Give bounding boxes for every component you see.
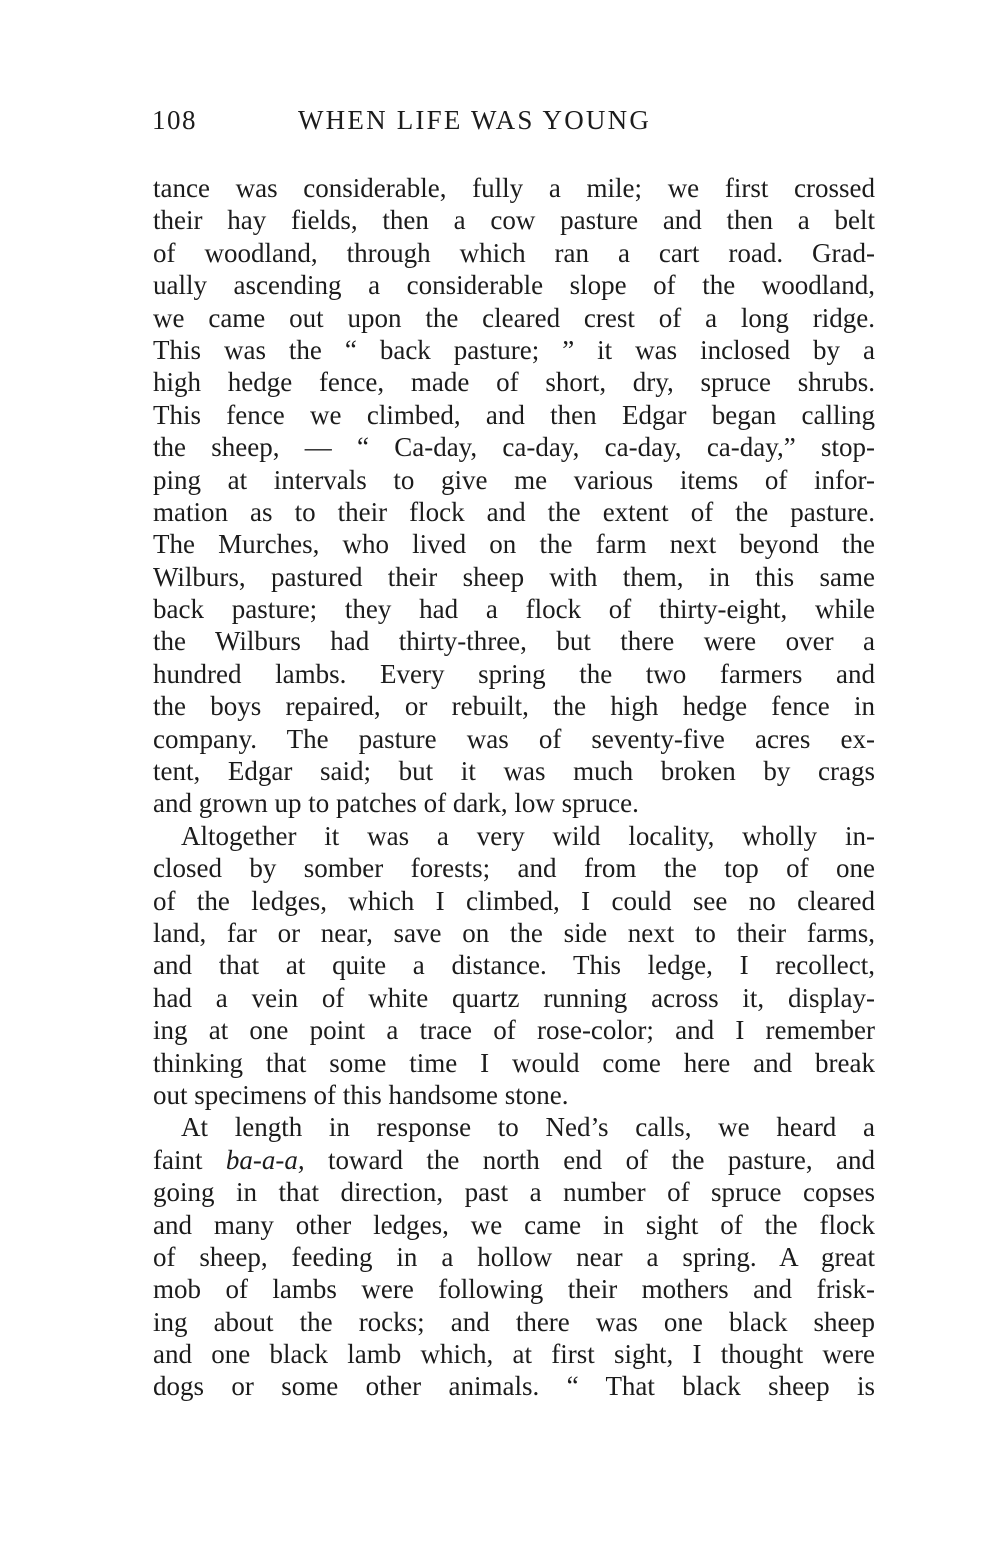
text-line: ually ascending a considerable slope of the woodland, [153,270,875,301]
text-line: of sheep, feeding in a hollow near a spring. A great [153,1241,875,1272]
text-line: hundred lambs. Every spring the two farmers and [153,658,875,689]
text-line: mob of lambs were following their mothers and frisk- [153,1274,875,1305]
text-line: the boys repaired, or rebuilt, the high hedge fence in [153,691,875,722]
text-line: going in that direction, past a number of spruce copses [153,1177,875,1208]
text-line: Altogether it was a very wild locality, wholly in- [181,820,875,851]
text-line: back pasture; they had a flock of thirty-eight, while [153,594,875,625]
text-line: company. The pasture was of seventy-five acres ex- [153,723,875,754]
text-line: tent, Edgar said; but it was much broken by crags [153,756,875,787]
text-line: high hedge fence, made of short, dry, spruce shrubs. [153,367,875,398]
text-line: mation as to their flock and the extent of the pasture. [153,496,875,527]
text-line: the sheep, — “ Ca-day, ca-day, ca-day, ca-day,” stop- [153,432,875,463]
text-run: toward the north end of the pasture, and [304,1144,875,1175]
text-line: ing at one point a trace of rose-color; and I remember [153,1015,875,1046]
text-line: and grown up to patches of dark, low spruce. [153,788,639,819]
text-line: and that at quite a distance. This ledge, I recollect, [153,950,875,981]
text-line: ping at intervals to give me various items of infor- [153,464,875,495]
text-line: thinking that some time I would come here and break [153,1047,875,1078]
text-line: dogs or some other animals. “ That black sheep is [153,1371,875,1402]
text-run: faint [153,1144,226,1175]
text-line: of woodland, through which ran a cart road. Grad- [153,237,875,268]
text-line: This fence we climbed, and then Edgar began calling [153,399,875,430]
text-line: At length in response to Ned’s calls, we heard a [181,1112,875,1143]
text-line: ing about the rocks; and there was one black sheep [153,1306,875,1337]
text-line: we came out upon the cleared crest of a long ridge. [153,302,875,333]
text-line: their hay fields, then a cow pasture and then a belt [153,205,875,236]
body-text [153,172,875,1403]
text-line: of the ledges, which I climbed, I could see no cleared [153,885,875,916]
text-line: and many other ledges, we came in sight of the flock [153,1209,875,1240]
text-line: closed by somber forests; and from the top of one [153,853,875,884]
page-number: 108 [152,105,197,135]
book-title: WHEN LIFE WAS YOUNG [298,105,652,135]
text-line: the Wilburs had thirty-three, but there were over a [153,626,875,657]
running-head [152,100,732,140]
text-line [153,1144,875,1176]
text-line: This was the “ back pasture; ” it was inclosed by a [153,334,875,365]
text-line: tance was considerable, fully a mile; we first crossed [153,173,875,203]
text-line: out specimens of this handsome stone. [153,1079,569,1110]
italic-text: ba-a-a, [225,1144,305,1175]
text-line: land, far or near, save on the side next to their farms, [153,917,875,948]
text-line: had a vein of white quartz running across it, display- [153,982,875,1013]
text-line: Wilburs, pastured their sheep with them, in this same [153,561,875,592]
text-line: The Murches, who lived on the farm next beyond the [153,529,875,560]
text-line: and one black lamb which, at first sight, I thought were [153,1339,875,1370]
